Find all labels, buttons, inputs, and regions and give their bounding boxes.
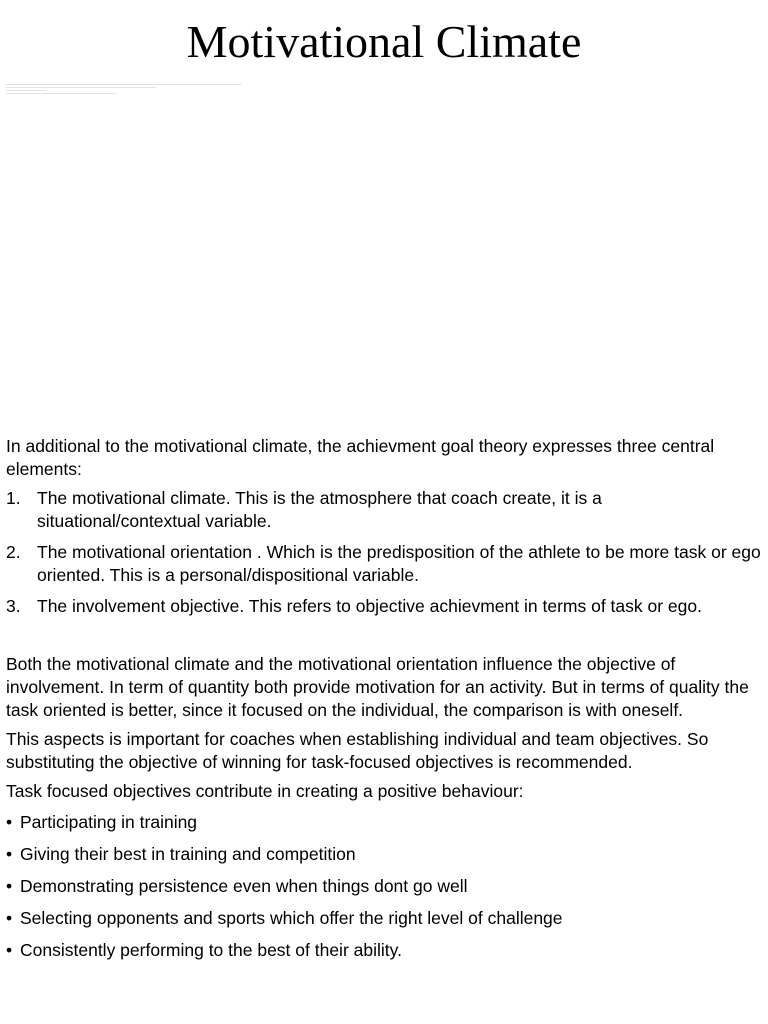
bullet-text: Giving their best in training and competition [20,844,356,864]
bullet-item [6,907,764,930]
elements-list [6,487,764,618]
list-number: 2. [6,542,21,562]
bullet-item [6,843,764,866]
bullet-icon: • [6,908,13,928]
intro-paragraph: In additional to the motivational climate, the achievment goal theory expresses three central elements: [6,436,715,479]
bullet-item [6,939,764,962]
bullet-icon: • [6,812,13,832]
bullet-icon: • [6,844,13,864]
paragraph-coaches: This aspects is important for coaches when establishing individual and team objectives. So substituting the objective of winning for task-focused objectives is recommended. [6,729,709,772]
content-body [6,435,764,971]
list-number: 3. [6,596,21,616]
behaviour-list [6,811,764,962]
paragraph-task-focused: Task focused objectives contribute in creating a positive behaviour: [6,781,524,801]
bullet-item [6,811,764,834]
bullet-icon: • [6,940,13,960]
list-text: The motivational climate. This is the atmosphere that coach create, it is a situational/contextual variable. [37,488,602,531]
bullet-text: Selecting opponents and sports which offer the right level of challenge [20,908,563,928]
list-text: The involvement objective. This refers to objective achievment in terms of task or ego. [37,596,702,616]
list-item [6,595,764,618]
list-text: The motivational orientation . Which is the predisposition of the athlete to be more task or ego oriented. This is a personal/dispositional variable. [37,542,761,585]
bullet-text: Participating in training [20,812,198,832]
list-item [6,541,764,587]
bullet-icon: • [6,876,13,896]
list-number: 1. [6,488,21,508]
bullet-text: Demonstrating persistence even when things dont go well [20,876,468,896]
faint-text-lines [6,84,242,98]
page-title: Motivational Climate [186,16,582,67]
paragraph-influence: Both the motivational climate and the motivational orientation influence the objective of involvement. In term of quantity both provide motivation for an activity. But in terms of quality the task oriented is better, since it focused on the individual, the comparison is with oneself. [6,654,749,720]
list-item [6,487,764,533]
bullet-item [6,875,764,898]
bullet-text: Consistently performing to the best of their ability. [20,940,402,960]
